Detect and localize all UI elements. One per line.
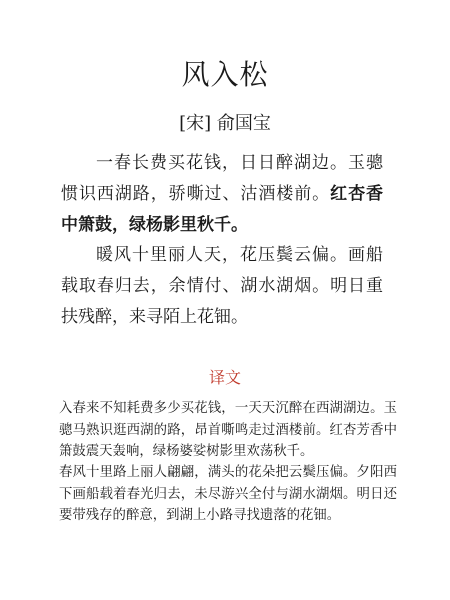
translation-paragraph-1: 入春来不知耗费多少买花钱，一天天沉醉在西湖湖边。玉骢马熟识逛西湖的路，昂首嘶鸣走过酒楼前。红杏芳香中箫鼓震天轰响，绿杨婆娑树影里欢荡秋千。 <box>59 401 397 459</box>
poem-title: 风入松 <box>181 58 269 91</box>
poem-author: [宋] 俞国宝 <box>179 113 271 134</box>
poem-stanza-2-text: 暖风十里丽人天，花压鬓云偏。画船载取春归去，余情付、湖水湖烟。明日重扶残醉，来寻陌上花钿。 <box>61 245 383 327</box>
translation-paragraph-2: 春风十里路上丽人翩翩，满头的花朵把云鬓压偏。夕阳西下画船载着春光归去，未尽游兴全付与湖水湖烟。明日还要带残存的醉意，到湖上小路寻找遗落的花钿。 <box>59 465 397 523</box>
translation-heading: 译文 <box>208 368 241 387</box>
poem-stanza-2 <box>61 240 383 333</box>
poem-stanza-1-bold-text: 红杏香中箫鼓，绿杨影里秋千。 <box>61 184 384 235</box>
poem-stanza-1-text: 一春长费买花钱，日日醉湖边。玉骢惯识西湖路，骄嘶过、沽酒楼前。 <box>61 153 383 204</box>
poem-stanza-1 <box>61 148 383 241</box>
